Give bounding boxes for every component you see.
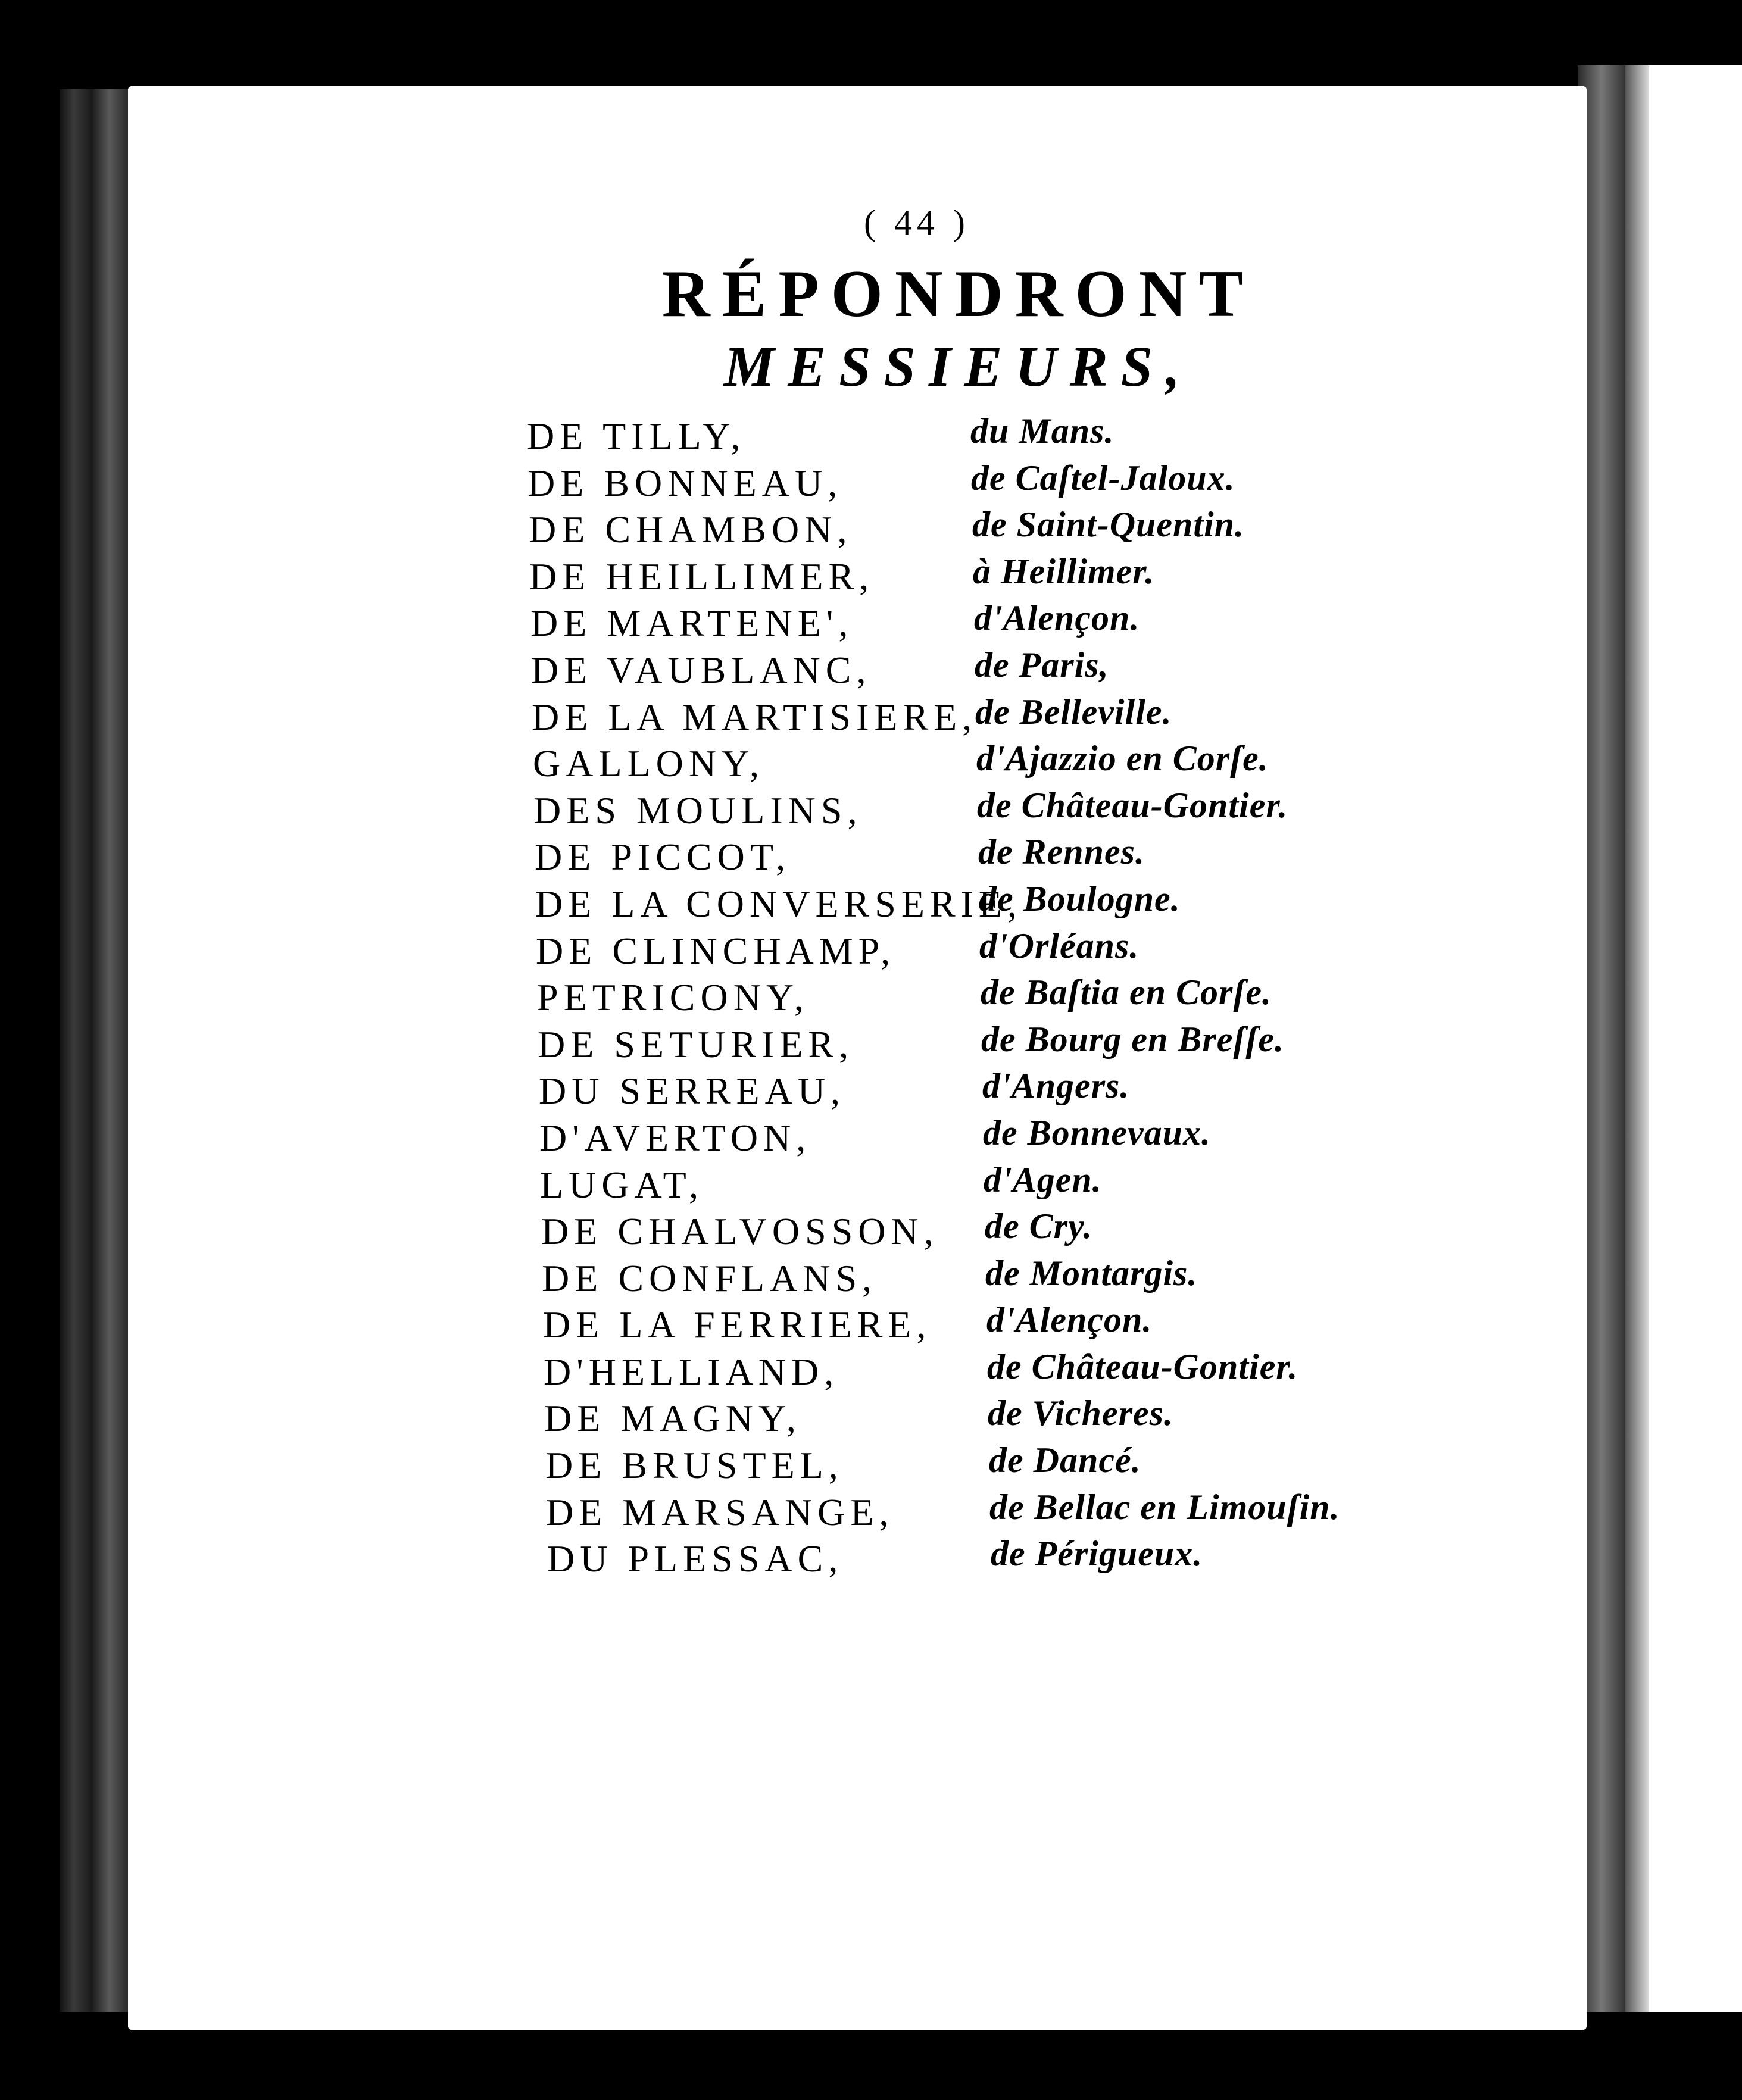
roster-place: de Bonnevaux.	[983, 1112, 1212, 1152]
roster-row	[543, 1299, 1420, 1346]
roster-row	[531, 645, 1420, 692]
roster-place: d'Alençon.	[974, 598, 1140, 638]
roster-row	[530, 598, 1420, 645]
roster-row	[539, 1065, 1420, 1112]
roster-name: DE MAGNY,	[544, 1397, 801, 1440]
roster-row	[536, 926, 1420, 973]
roster-row	[529, 551, 1420, 598]
roster-row	[544, 1393, 1420, 1440]
roster-row	[541, 1206, 1420, 1253]
roster-name: DE CHALVOSSON,	[541, 1210, 939, 1253]
roster-name: LUGAT,	[540, 1163, 704, 1206]
roster-name: DE VAUBLANC,	[531, 648, 872, 691]
roster-row	[540, 1160, 1420, 1207]
roster-name: DU SERREAU,	[539, 1070, 846, 1112]
roster-name: DE MARSANGE,	[546, 1490, 894, 1533]
roster-place: de Bellac en Limouſin.	[989, 1487, 1340, 1527]
roster-place: de Montargis.	[985, 1253, 1198, 1293]
page-subtitle: MESSIEURS,	[723, 335, 1194, 398]
roster-place: d'Agen.	[984, 1160, 1102, 1199]
roster-place: à Heillimer.	[973, 551, 1155, 591]
book-binding-left	[60, 89, 131, 2012]
roster-place: de Château-Gontier.	[977, 785, 1288, 825]
page-title: RÉPONDRONT	[661, 257, 1256, 331]
roster-name: DES MOULINS,	[533, 789, 863, 832]
roster-name: DE SETURIER,	[538, 1023, 854, 1065]
roster-row	[529, 504, 1420, 551]
roster-name: D'HELLIAND,	[544, 1350, 839, 1393]
roster-name: DU PLESSAC,	[547, 1538, 844, 1580]
roster-row	[542, 1253, 1420, 1300]
roster-row	[533, 738, 1420, 785]
roster-name: DE LA FERRIERE,	[543, 1304, 932, 1346]
roster-name: DE PICCOT,	[535, 836, 791, 879]
facing-page-gutter	[1625, 65, 1649, 2012]
roster-place: de Baſtia en Corſe.	[981, 973, 1272, 1012]
roster-place: de Château-Gontier.	[987, 1346, 1298, 1386]
roster-row	[547, 1533, 1420, 1580]
roster-row	[527, 458, 1420, 505]
roster-place: de Vicheres.	[988, 1393, 1173, 1433]
roster-place: de Dancé.	[989, 1440, 1141, 1480]
roster-name: PETRICONY,	[537, 976, 809, 1019]
roster-place: de Boulogne.	[979, 879, 1181, 918]
roster-row	[532, 692, 1420, 739]
roster-place: de Belleville.	[975, 692, 1172, 732]
roster-name: DE BRUSTEL,	[545, 1444, 844, 1487]
roster-row	[535, 879, 1420, 926]
roster-name: DE HEILLIMER,	[529, 555, 875, 598]
roster-row	[535, 832, 1420, 879]
roster-name: DE TILLY,	[527, 415, 746, 457]
roster-row	[546, 1487, 1420, 1534]
roster-place: de Rennes.	[978, 832, 1145, 872]
roster-place: de Périgueux.	[991, 1534, 1203, 1574]
roster-name: GALLONY,	[533, 742, 765, 785]
roster-row	[527, 411, 1420, 458]
roster-row	[544, 1346, 1420, 1393]
roster-list	[527, 411, 1420, 1580]
roster-name: DE BONNEAU,	[527, 461, 843, 504]
roster-place: de Bourg en Breſſe.	[981, 1019, 1284, 1059]
roster-place: d'Alençon.	[986, 1300, 1153, 1340]
roster-name: D'AVERTON,	[539, 1116, 811, 1159]
roster-name: DE LA MARTISIERE,	[532, 695, 978, 738]
roster-place: de Saint-Quentin.	[972, 505, 1245, 545]
page-number: ( 44 )	[864, 203, 970, 242]
roster-row	[539, 1112, 1420, 1160]
roster-name: DE CHAMBON,	[529, 508, 853, 551]
roster-place: d'Orléans.	[979, 926, 1140, 965]
roster-row	[537, 972, 1420, 1019]
roster-name: DE CONFLANS,	[542, 1257, 878, 1299]
roster-place: d'Angers.	[982, 1066, 1130, 1106]
roster-place: de Caſtel-Jaloux.	[971, 458, 1235, 498]
roster-place: de Paris,	[975, 645, 1109, 685]
roster-name: DE CLINCHAMP,	[536, 929, 896, 972]
roster-place: du Mans.	[970, 411, 1114, 451]
roster-place: de Cry.	[985, 1207, 1093, 1246]
roster-row	[545, 1440, 1420, 1487]
roster-name: DE MARTENE',	[530, 602, 854, 645]
roster-row	[533, 785, 1420, 832]
roster-row	[538, 1019, 1420, 1066]
roster-place: d'Ajazzio en Corſe.	[976, 739, 1269, 779]
roster-name: DE LA CONVERSERIE,	[535, 882, 1022, 925]
